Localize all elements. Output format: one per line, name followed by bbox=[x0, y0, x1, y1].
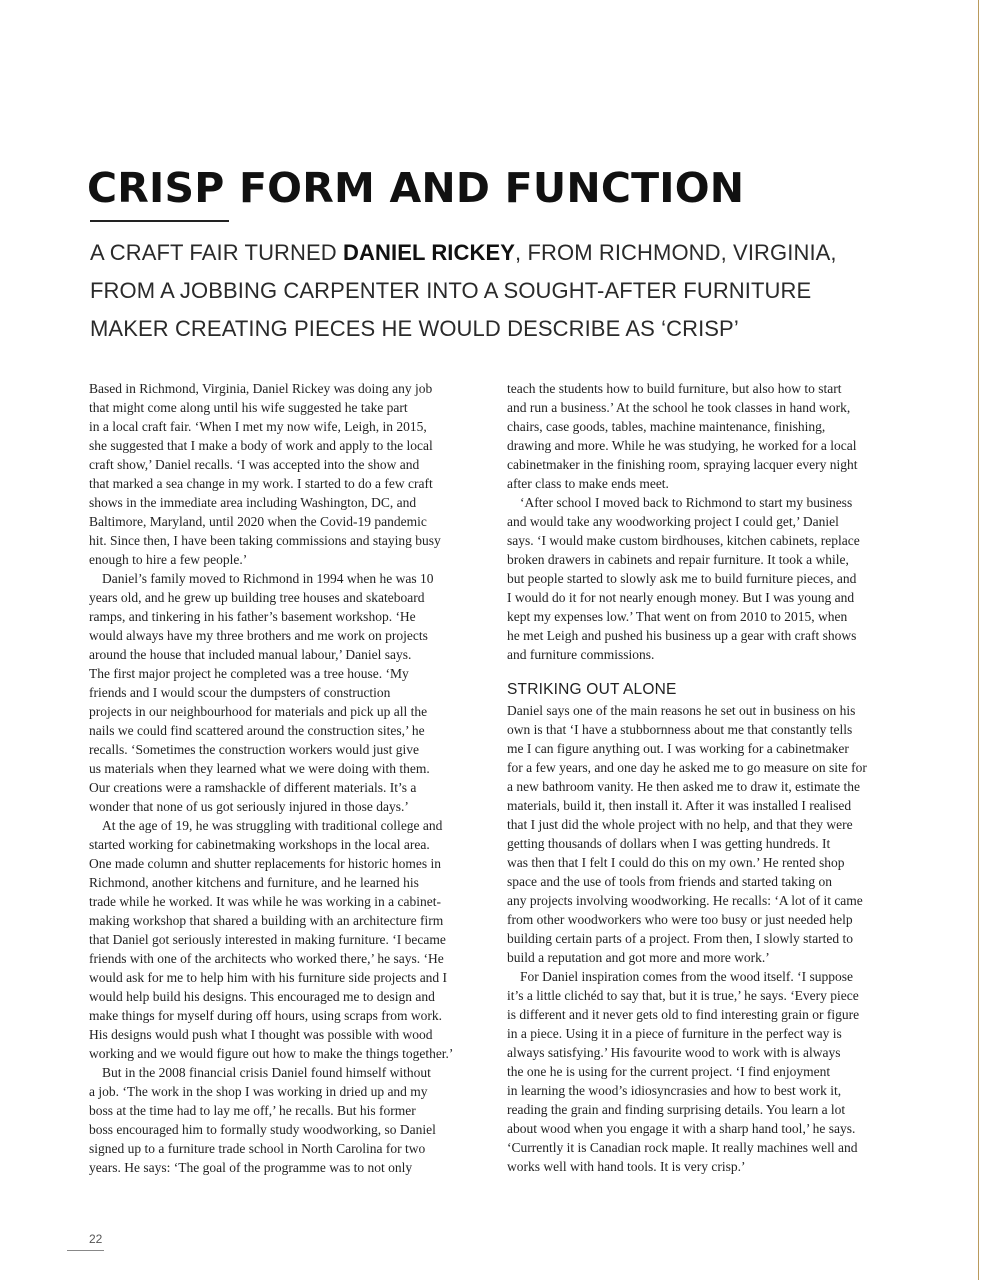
body-text-line: nails we could find scattered around the construction sites,’ he bbox=[89, 723, 425, 738]
body-text-line: craft show,’ Daniel recalls. ‘I was accepted into the show and bbox=[89, 457, 420, 472]
body-text-line: always satisfying.’ His favourite wood to work with is always bbox=[507, 1045, 841, 1060]
body-text-line: Richmond, another kitchens and furniture, and he learned his bbox=[89, 875, 419, 890]
article-headline: CRISP FORM AND FUNCTION bbox=[87, 164, 745, 212]
body-text-line: Daniel’s family moved to Richmond in 1994 when he was 10 bbox=[102, 571, 434, 586]
body-text-line: projects in our neighbourhood for materials and pick up all the bbox=[89, 704, 428, 719]
body-text-line: building certain parts of a project. From then, I slowly started to bbox=[507, 931, 854, 946]
body-text-line: getting thousands of dollars when I was getting hundreds. It bbox=[507, 836, 831, 851]
page-edge-rule bbox=[978, 0, 979, 1280]
body-text-line: was then that I felt I could do this on my own.’ He rented shop bbox=[507, 855, 845, 870]
body-text-line: in a local craft fair. ‘When I met my now wife, Leigh, in 2015, bbox=[89, 419, 427, 434]
body-text-line: a new bathroom vanity. He then asked me to draw it, estimate the bbox=[507, 779, 861, 794]
body-text-line: chairs, case goods, tables, machine maintenance, finishing, bbox=[507, 419, 826, 434]
body-column-left bbox=[89, 379, 481, 1177]
body-text-line: drawing and more. While he was studying, he worked for a local bbox=[507, 438, 857, 453]
standfirst bbox=[90, 234, 850, 348]
body-text-line: build a reputation and got more and more work.’ bbox=[507, 950, 770, 965]
body-text-line: cabinetmaker in the finishing room, spraying lacquer every night bbox=[507, 457, 858, 472]
body-text-line: make things for myself during off hours, using scraps from work. bbox=[89, 1008, 442, 1023]
body-text-line: would ask for me to help him with his furniture side projects and I bbox=[89, 970, 448, 985]
body-text-line: boss encouraged him to formally study woodworking, so Daniel bbox=[89, 1122, 436, 1137]
body-text-line: he met Leigh and pushed his business up a gear with craft shows bbox=[507, 628, 857, 643]
body-text-line: signed up to a furniture trade school in North Carolina for two bbox=[89, 1141, 426, 1156]
standfirst-line-3: MAKER CREATING PIECES HE WOULD DESCRIBE AS ‘CRISP’ bbox=[90, 316, 739, 341]
body-text-line: and run a business.’ At the school he took classes in hand work, bbox=[507, 400, 851, 415]
body-column-right-bottom bbox=[507, 701, 899, 1176]
body-text-line: would always have my three brothers and me work on projects bbox=[89, 628, 428, 643]
body-text-line: broken drawers in cabinets and repair furniture. It took a while, bbox=[507, 552, 849, 567]
body-text-line: teach the students how to build furniture, but also how to start bbox=[507, 381, 842, 396]
page-number: 22 bbox=[89, 1232, 103, 1246]
section-subheading: STRIKING OUT ALONE bbox=[507, 681, 677, 698]
body-text-line: ‘Currently it is Canadian rock maple. It really machines well and bbox=[507, 1140, 858, 1155]
body-text-line: around the house that included manual labour,’ Daniel says. bbox=[89, 647, 412, 662]
body-text-line: wonder that none of us got seriously injured in those days.’ bbox=[89, 799, 409, 814]
body-text-line: any projects involving woodworking. He recalls: ‘A lot of it came bbox=[507, 893, 863, 908]
body-text-line: for a few years, and one day he asked me to go measure on site for bbox=[507, 760, 867, 775]
body-text-line: Daniel says one of the main reasons he set out in business on his bbox=[507, 703, 856, 718]
body-text-line: works well with hand tools. It is very crisp.’ bbox=[507, 1159, 746, 1174]
standfirst-line-1 bbox=[90, 234, 850, 272]
body-text-line: years old, and he grew up building tree houses and skateboard bbox=[89, 590, 425, 605]
body-text-line: says. ‘I would make custom birdhouses, kitchen cabinets, replace bbox=[507, 533, 860, 548]
body-text-line: started working for cabinetmaking workshops in the local area. bbox=[89, 837, 430, 852]
body-text-line: it’s a little clichéd to say that, but it is true,’ he says. ‘Every piece bbox=[507, 988, 859, 1003]
standfirst-subject-name: DANIEL RICKEY bbox=[343, 240, 516, 265]
body-text-line: is different and it never gets old to find interesting grain or figure bbox=[507, 1007, 860, 1022]
body-text-line: reading the grain and finding surprising details. You learn a lot bbox=[507, 1102, 846, 1117]
body-text-line: boss at the time had to lay me off,’ he recalls. But his former bbox=[89, 1103, 416, 1118]
body-text-line: working and we would figure out how to make the things together.’ bbox=[89, 1046, 454, 1061]
body-text-line: I would do it for not nearly enough money. But I was young and bbox=[507, 590, 855, 605]
body-text-line: enough to hire a few people.’ bbox=[89, 552, 248, 567]
body-text-line: that Daniel got seriously interested in making furniture. ‘I became bbox=[89, 932, 446, 947]
body-text-line: own is that ‘I have a stubbornness about me that constantly tells bbox=[507, 722, 853, 737]
body-text-line: me I can figure anything out. I was working for a cabinetmaker bbox=[507, 741, 849, 756]
body-text-line: that marked a sea change in my work. I started to do a few craft bbox=[89, 476, 433, 491]
body-text-line: kept my expenses low.’ That went on from 2010 to 2015, when bbox=[507, 609, 848, 624]
body-text-line: she suggested that I make a body of work and apply to the local bbox=[89, 438, 433, 453]
page-number-rule bbox=[67, 1250, 104, 1251]
body-text-line: in a piece. Using it in a piece of furniture in the perfect way is bbox=[507, 1026, 842, 1041]
body-column-right bbox=[507, 379, 899, 1176]
body-text-line: shows in the immediate area including Washington, DC, and bbox=[89, 495, 417, 510]
body-text-line: and would take any woodworking project I could get,’ Daniel bbox=[507, 514, 839, 529]
body-text-line: Based in Richmond, Virginia, Daniel Rickey was doing any job bbox=[89, 381, 433, 396]
body-text-line: But in the 2008 financial crisis Daniel found himself without bbox=[102, 1065, 431, 1080]
body-text-line: His designs would push what I thought was possible with wood bbox=[89, 1027, 433, 1042]
body-text-line: The first major project he completed was a tree house. ‘My bbox=[89, 666, 409, 681]
body-text-line: after class to make ends meet. bbox=[507, 476, 669, 491]
body-text-line: trade while he worked. It was while he was working in a cabinet- bbox=[89, 894, 442, 909]
body-text-line: from other woodworkers who were too busy or just needed help bbox=[507, 912, 853, 927]
body-text-line: hit. Since then, I have been taking commissions and staying busy bbox=[89, 533, 441, 548]
body-column-right-top bbox=[507, 379, 899, 664]
headline-underline bbox=[90, 220, 229, 222]
body-text-line: and furniture commissions. bbox=[507, 647, 655, 662]
body-text-line: friends and I would scour the dumpsters of construction bbox=[89, 685, 391, 700]
body-text-line: Our creations were a ramshackle of different materials. It’s a bbox=[89, 780, 417, 795]
body-text-line: materials, build it, then install it. After it was installed I realised bbox=[507, 798, 852, 813]
body-text-line: recalls. ‘Sometimes the construction workers would just give bbox=[89, 742, 419, 757]
body-text-line: At the age of 19, he was struggling with traditional college and bbox=[102, 818, 443, 833]
body-text-line: the one he is using for the current project. ‘I find enjoyment bbox=[507, 1064, 831, 1079]
body-text-line: but people started to slowly ask me to build furniture pieces, and bbox=[507, 571, 857, 586]
body-text-line: in learning the wood’s idiosyncrasies and how to best work it, bbox=[507, 1083, 842, 1098]
standfirst-line-2: FROM A JOBBING CARPENTER INTO A SOUGHT-AFTER FURNITURE bbox=[90, 278, 812, 303]
body-text-line: would help build his designs. This encouraged me to design and bbox=[89, 989, 435, 1004]
body-text-line: For Daniel inspiration comes from the wood itself. ‘I suppose bbox=[520, 969, 853, 984]
body-text-line: ramps, and tinkering in his father’s basement workshop. ‘He bbox=[89, 609, 416, 624]
body-text-line: a job. ‘The work in the shop I was working in dried up and my bbox=[89, 1084, 428, 1099]
standfirst-line-1-post: , FROM RICHMOND, VIRGINIA, bbox=[515, 240, 837, 265]
body-text-line: about wood when you engage it with a sharp hand tool,’ he says. bbox=[507, 1121, 856, 1136]
body-text-line: years. He says: ‘The goal of the programme was to not only bbox=[89, 1160, 413, 1175]
body-text-line: friends with one of the architects who worked there,’ he says. ‘He bbox=[89, 951, 444, 966]
body-text-line: space and the use of tools from friends and started taking on bbox=[507, 874, 833, 889]
body-text-line: One made column and shutter replacements for historic homes in bbox=[89, 856, 442, 871]
body-text-line: Baltimore, Maryland, until 2020 when the Covid-19 pandemic bbox=[89, 514, 427, 529]
body-text-line: that I just did the whole project with no help, and that they were bbox=[507, 817, 853, 832]
body-text-line: making workshop that shared a building with an architecture firm bbox=[89, 913, 444, 928]
body-text-line: ‘After school I moved back to Richmond to start my business bbox=[520, 495, 853, 510]
body-text-line: that might come along until his wife suggested he take part bbox=[89, 400, 408, 415]
standfirst-line-1-pre: A CRAFT FAIR TURNED bbox=[90, 240, 344, 265]
body-text-line: us materials when they learned what we were doing with them. bbox=[89, 761, 430, 776]
